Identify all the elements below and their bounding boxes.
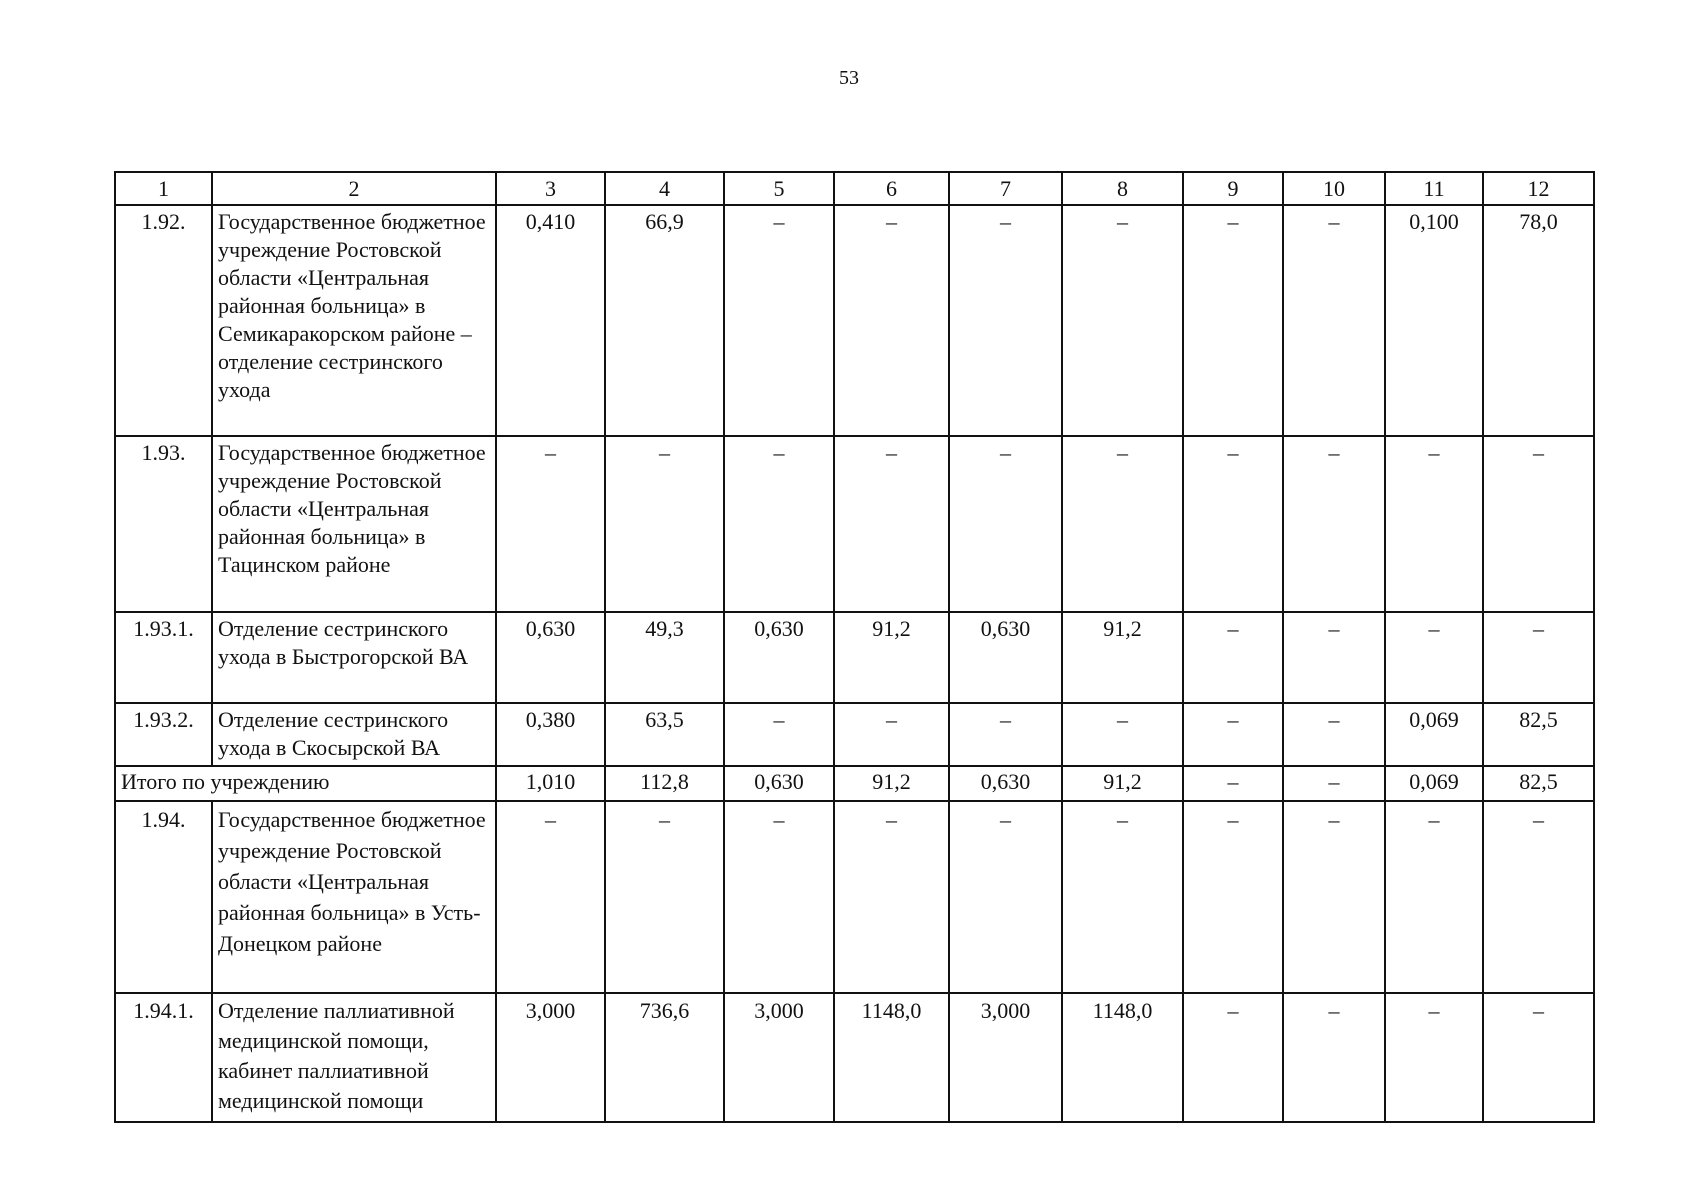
table-cell: 91,2: [1062, 612, 1183, 703]
table-cell: –: [605, 436, 724, 612]
institution-name: Государственное бюджетное учреждение Ростовской области «Центральная районная больница» в Тацинском районе: [212, 436, 496, 612]
table-cell: –: [1283, 703, 1385, 766]
table-cell: 63,5: [605, 703, 724, 766]
table-cell: –: [949, 801, 1062, 993]
column-header: 7: [949, 172, 1062, 205]
table-cell: –: [1483, 993, 1594, 1122]
table-cell: 1148,0: [1062, 993, 1183, 1122]
table-cell: –: [1062, 205, 1183, 436]
row-number: 1.93.1.: [115, 612, 212, 703]
table-cell: –: [1283, 612, 1385, 703]
table-cell: –: [949, 205, 1062, 436]
table-cell: 0,630: [949, 766, 1062, 801]
table-cell: –: [724, 205, 834, 436]
table-row: [115, 993, 1594, 1122]
table-cell: 736,6: [605, 993, 724, 1122]
row-number: 1.94.: [115, 801, 212, 993]
table-cell: –: [949, 703, 1062, 766]
institution-name: Отделение сестринского ухода в Скосырской ВА: [212, 703, 496, 766]
table-cell: –: [1062, 703, 1183, 766]
table-cell: –: [496, 801, 605, 993]
table-cell: –: [496, 436, 605, 612]
table-row: [115, 205, 1594, 436]
table-cell: 91,2: [834, 766, 949, 801]
table-cell: –: [834, 703, 949, 766]
table-cell: 1,010: [496, 766, 605, 801]
table-cell: 82,5: [1483, 766, 1594, 801]
table-cell: –: [1183, 436, 1283, 612]
total-label: Итого по учреждению: [115, 766, 496, 801]
table-cell: –: [1283, 801, 1385, 993]
data-table: [114, 171, 1595, 1123]
table-cell: 0,069: [1385, 703, 1483, 766]
table-cell: –: [834, 205, 949, 436]
table-cell: –: [1483, 801, 1594, 993]
table-cell: –: [1385, 801, 1483, 993]
table-cell: –: [1385, 612, 1483, 703]
row-number: 1.93.2.: [115, 703, 212, 766]
table-cell: 82,5: [1483, 703, 1594, 766]
institution-name: Государственное бюджетное учреждение Ростовской области «Центральная районная больница» в Усть-Донецком районе: [212, 801, 496, 993]
table-cell: –: [1183, 801, 1283, 993]
column-header: 11: [1385, 172, 1483, 205]
table-cell: 0,380: [496, 703, 605, 766]
table-cell: 66,9: [605, 205, 724, 436]
table-cell: –: [1183, 766, 1283, 801]
table-cell: 0,630: [724, 612, 834, 703]
table-cell: 0,630: [496, 612, 605, 703]
header-row: [115, 172, 1594, 205]
table-cell: –: [1483, 612, 1594, 703]
table-cell: –: [1183, 612, 1283, 703]
table-cell: –: [949, 436, 1062, 612]
column-header: 5: [724, 172, 834, 205]
column-header: 9: [1183, 172, 1283, 205]
table-cell: 78,0: [1483, 205, 1594, 436]
table-cell: 3,000: [949, 993, 1062, 1122]
table-cell: –: [1385, 436, 1483, 612]
total-row: [115, 766, 1594, 801]
institution-name: Государственное бюджетное учреждение Ростовской области «Центральная районная больница» в Семикаракорском районе – отделение сестринского ухода: [212, 205, 496, 436]
table-cell: –: [1062, 436, 1183, 612]
table-cell: –: [1385, 993, 1483, 1122]
table-row: [115, 436, 1594, 612]
institution-name: Отделение паллиативной медицинской помощи, кабинет паллиативной медицинской помощи: [212, 993, 496, 1122]
table-cell: 0,069: [1385, 766, 1483, 801]
table-cell: 3,000: [496, 993, 605, 1122]
row-number: 1.92.: [115, 205, 212, 436]
table-cell: –: [1183, 205, 1283, 436]
column-header: 4: [605, 172, 724, 205]
table-cell: 91,2: [834, 612, 949, 703]
table-cell: –: [724, 801, 834, 993]
table-cell: –: [1283, 205, 1385, 436]
row-number: 1.93.: [115, 436, 212, 612]
table-cell: 91,2: [1062, 766, 1183, 801]
column-header: 8: [1062, 172, 1183, 205]
table-cell: –: [1283, 436, 1385, 612]
column-header: 6: [834, 172, 949, 205]
page-number: 53: [839, 67, 859, 89]
column-header: 1: [115, 172, 212, 205]
table-cell: –: [1283, 993, 1385, 1122]
table-cell: 49,3: [605, 612, 724, 703]
table-cell: –: [834, 801, 949, 993]
column-header: 10: [1283, 172, 1385, 205]
table-row: [115, 703, 1594, 766]
column-header: 3: [496, 172, 605, 205]
table-cell: –: [724, 436, 834, 612]
column-header: 2: [212, 172, 496, 205]
table-cell: 0,630: [724, 766, 834, 801]
table-cell: 112,8: [605, 766, 724, 801]
institution-name: Отделение сестринского ухода в Быстрогорской ВА: [212, 612, 496, 703]
table-row: [115, 612, 1594, 703]
table-cell: 1148,0: [834, 993, 949, 1122]
table-cell: 0,630: [949, 612, 1062, 703]
table-cell: 0,410: [496, 205, 605, 436]
table-cell: –: [1183, 993, 1283, 1122]
table-cell: –: [724, 703, 834, 766]
table-row: [115, 801, 1594, 993]
table-cell: –: [1283, 766, 1385, 801]
table-cell: –: [1183, 703, 1283, 766]
table-cell: –: [605, 801, 724, 993]
table-cell: –: [1062, 801, 1183, 993]
row-number: 1.94.1.: [115, 993, 212, 1122]
table-cell: 3,000: [724, 993, 834, 1122]
column-header: 12: [1483, 172, 1594, 205]
table-cell: –: [834, 436, 949, 612]
table-cell: 0,100: [1385, 205, 1483, 436]
table-cell: –: [1483, 436, 1594, 612]
